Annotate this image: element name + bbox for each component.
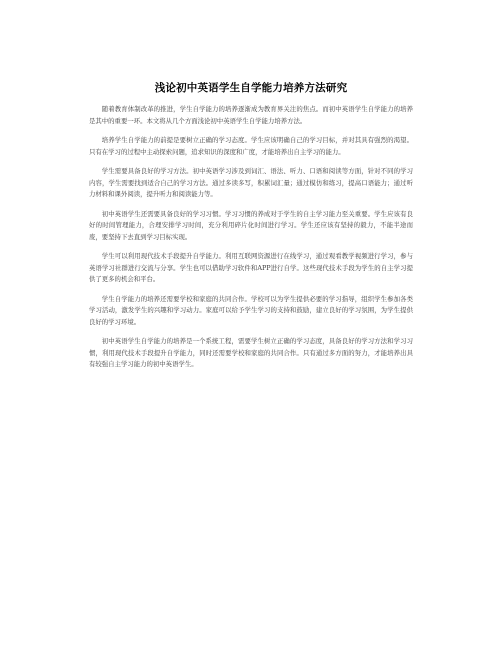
paragraph-1: 随着教育体制改革的推进，学生自学能力的培养逐渐成为教育界关注的焦点。而初中英语学生自学能力的培养是其中的重要一环。本文将从几个方面浅论初中英语学生自学能力培养方法。 [89, 105, 413, 125]
paragraph-3: 学生需要具备良好的学习方法。初中英语学习涉及到词汇、语法、听力、口语和阅读等方面，针对不同的学习内容，学生需要找到适合自己的学习方法。通过多读多写，积累词汇量；通过模仿和练习，提高口语能力；通过听力材料和课外阅读，提升听力和阅读能力等。 [89, 167, 413, 198]
paragraph-2: 培养学生自学能力的前提是要树立正确的学习态度。学生应该明确自己的学习目标，并对其具有强烈的渴望。只有在学习的过程中主动探索问题，追求知识的深度和广度，才能培养出自主学习的能力。 [89, 136, 413, 156]
paragraph-4: 初中英语学生还需要具备良好的学习习惯。学习习惯的养成对于学生的自主学习能力至关重要。学生应该有良好的时间管理能力，合理安排学习时间，充分利用碎片化时间进行学习。学生还应该有坚持的毅力，不能半途而废，要坚持下去直到学习目标实现。 [89, 209, 413, 241]
document-body [89, 104, 413, 379]
document-title: 浅论初中英语学生自学能力培养方法研究 [154, 82, 348, 94]
paragraph-7: 初中英语学生自学能力的培养是一个系统工程，需要学生树立正确的学习态度，具备良好的学习方法和学习习惯，利用现代技术手段提升自学能力，同时还需要学校和家庭的共同合作。只有通过多方面的努力，才能培养出具有较强自主学习能力的初中英语学生。 [89, 337, 413, 368]
paragraph-5: 学生可以利用现代技术手段提升自学能力。利用互联网资源进行在线学习，通过观看教学视频进行学习，参与英语学习社群进行交流与分享。学生也可以借助学习软件和APP进行自学。这些现代技术手段为学生的自主学习提供了更多的机会和平台。 [89, 252, 413, 283]
paragraph-6: 学生自学能力的培养还需要学校和家庭的共同合作。学校可以为学生提供必要的学习指导，组织学生参加各类学习活动，激发学生的兴趣和学习动力。家庭可以给予学生学习的支持和鼓励，建立良好的学习氛围，为学生提供良好的学习环境。 [89, 294, 413, 326]
